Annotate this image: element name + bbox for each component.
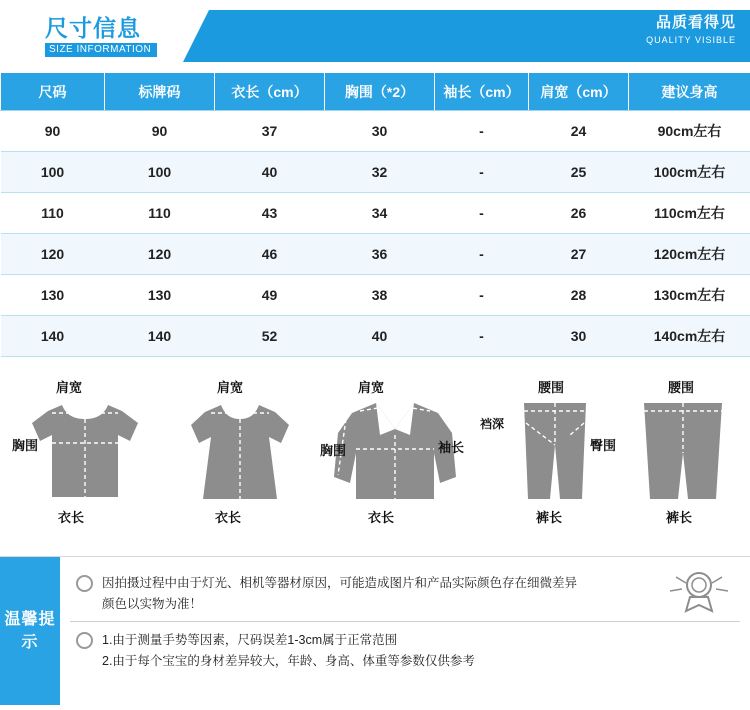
illustration-label: 衣长 (215, 510, 242, 525)
table-column-header: 标牌码 (105, 73, 215, 111)
table-cell: 130cm左右 (629, 275, 750, 316)
illustration-label: 胸围 (320, 443, 347, 458)
table-cell: 120 (1, 234, 105, 275)
circle-bullet-icon (76, 632, 93, 649)
illustration-label: 袖长 (438, 440, 465, 455)
page-subtitle: SIZE INFORMATION (45, 43, 157, 57)
table-cell: 130 (105, 275, 215, 316)
measurement-illustrations (0, 357, 750, 557)
table-cell: 40 (325, 316, 435, 357)
tips-content (60, 557, 750, 705)
table-cell: 120 (105, 234, 215, 275)
table-cell: 38 (325, 275, 435, 316)
illustration-label: 肩宽 (56, 380, 83, 395)
size-table (0, 72, 750, 357)
table-cell: 140 (1, 316, 105, 357)
table-cell: 130 (1, 275, 105, 316)
table-row (1, 234, 750, 275)
table-cell: 34 (325, 193, 435, 234)
table-cell: - (435, 275, 529, 316)
table-cell: - (435, 316, 529, 357)
size-table-wrapper (0, 72, 750, 357)
table-cell: 32 (325, 152, 435, 193)
table-cell: 90 (1, 111, 105, 152)
table-column-header: 肩宽（cm） (529, 73, 629, 111)
table-cell: 140cm左右 (629, 316, 750, 357)
illustration-dress (165, 357, 315, 557)
table-cell: 100cm左右 (629, 152, 750, 193)
table-cell: 90cm左右 (629, 111, 750, 152)
table-row (1, 152, 750, 193)
tip-item (70, 565, 740, 621)
tips-side-label (0, 557, 60, 705)
table-cell: 24 (529, 111, 629, 152)
table-cell: 25 (529, 152, 629, 193)
table-cell: 30 (529, 316, 629, 357)
header-slogan-cn: 品质看得见 (655, 14, 736, 31)
table-cell: 49 (215, 275, 325, 316)
table-cell: 110 (1, 193, 105, 234)
illustration-label: 衣长 (58, 510, 85, 525)
table-cell: - (435, 193, 529, 234)
illustration-label: 臀围 (590, 438, 617, 453)
table-cell: 30 (325, 111, 435, 152)
page-title: 尺寸信息 (45, 14, 141, 41)
table-column-header: 尺码 (1, 73, 105, 111)
illustration-label: 裆深 (480, 417, 505, 431)
table-cell: 52 (215, 316, 325, 357)
table-cell: 26 (529, 193, 629, 234)
tip-line: 颜色以实物为准！ (102, 597, 203, 611)
table-row (1, 275, 750, 316)
illustration-shirt (320, 357, 470, 557)
illustration-label: 裤长 (536, 510, 563, 525)
table-row (1, 316, 750, 357)
table-column-header: 袖长（cm） (435, 73, 529, 111)
quality-badge-icon (666, 567, 732, 615)
table-cell: 28 (529, 275, 629, 316)
header-slogan-en: QUALITY VISIBLE (646, 35, 736, 45)
table-cell: - (435, 152, 529, 193)
illustration-label: 衣长 (368, 510, 395, 525)
table-row (1, 111, 750, 152)
table-cell: 43 (215, 193, 325, 234)
circle-bullet-icon (76, 575, 93, 592)
tips-side-label-text: 温馨提示 (4, 611, 56, 651)
table-row (1, 193, 750, 234)
table-cell: 27 (529, 234, 629, 275)
table-column-header: 建议身高 (629, 73, 750, 111)
table-cell: 140 (105, 316, 215, 357)
tip-line: 1.由于测量手势等因素，尺码误差1-3cm属于正常范围 (102, 633, 398, 647)
table-cell: - (435, 111, 529, 152)
tshirt-icon (10, 357, 160, 557)
page-header (0, 0, 750, 72)
table-column-header: 衣长（cm） (215, 73, 325, 111)
table-cell: 46 (215, 234, 325, 275)
illustration-label: 胸围 (12, 438, 39, 453)
illustration-label: 腰围 (668, 380, 695, 395)
illustration-tshirt (10, 357, 160, 557)
illustration-label: 肩宽 (217, 380, 244, 395)
tip-line: 2.由于每个宝宝的身材差异较大，年龄、身高、体重等参数仅供参考 (102, 654, 475, 668)
table-cell: 100 (1, 152, 105, 193)
tip-item (70, 621, 740, 678)
table-cell: 110 (105, 193, 215, 234)
table-header-row (1, 73, 750, 111)
header-title-tag (0, 10, 183, 62)
table-cell: 100 (105, 152, 215, 193)
table-cell: 37 (215, 111, 325, 152)
table-cell: 120cm左右 (629, 234, 750, 275)
illustration-label: 腰围 (538, 380, 565, 395)
table-cell: 90 (105, 111, 215, 152)
illustration-label: 裤长 (666, 510, 693, 525)
table-cell: 40 (215, 152, 325, 193)
table-column-header: 胸围（*2） (325, 73, 435, 111)
illustration-shorts (608, 357, 750, 557)
table-cell: 110cm左右 (629, 193, 750, 234)
table-cell: - (435, 234, 529, 275)
tip-line: 因拍摄过程中由于灯光、相机等器材原因，可能造成图片和产品实际颜色存在细微差异 (102, 576, 578, 590)
table-cell: 36 (325, 234, 435, 275)
illustration-label: 肩宽 (358, 380, 385, 395)
tips-section (0, 557, 750, 705)
header-notch-shape (183, 10, 209, 62)
header-slogan (646, 14, 736, 46)
